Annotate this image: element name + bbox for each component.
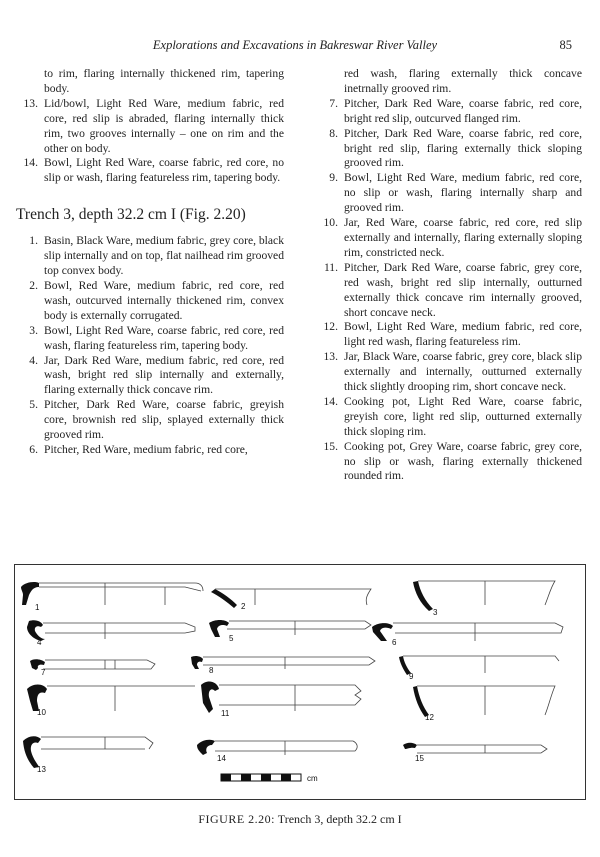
section-heading: Trench 3, depth 32.2 cm I (Fig. 2.20) (16, 206, 246, 224)
item-text: Bowl, Light Red Ware, coarse fabric, red core, red wash, flaring featureless rim, tapering body. (44, 323, 284, 352)
continued-text: to rim, flaring internally thickened rim, tapering body. (44, 67, 284, 95)
caption-text: Trench 3, depth 32.2 cm I (277, 812, 402, 826)
list-item (316, 171, 582, 216)
pottery-figure (14, 564, 586, 800)
list-item (316, 395, 582, 440)
scale-segment (281, 774, 291, 781)
list-item (316, 350, 582, 395)
item-number: 9. (329, 171, 338, 185)
pottery-drawings (15, 565, 585, 799)
item-number: 12. (323, 320, 338, 334)
sherd-8 (191, 656, 203, 669)
scale-segment (241, 774, 251, 781)
item-text: Cooking pot, Light Red Ware, coarse fabric, greyish core, light red slip, outturned externally thick sloping rim. (344, 394, 582, 438)
right-column (316, 67, 582, 484)
figure-label: 11 (221, 709, 230, 718)
running-title: Explorations and Excavations in Bakreswar River Valley (152, 38, 438, 52)
list-item (316, 127, 582, 172)
list-item (16, 234, 284, 279)
item-number: 11. (323, 260, 338, 274)
sherd-6 (372, 623, 393, 641)
scale-unit: cm (307, 774, 318, 783)
continued-text: red wash, flaring externally thick concave inetrnally grooved rim. (344, 67, 582, 95)
vessel-profiles (39, 581, 563, 755)
sherd-1 (21, 582, 39, 605)
figure-label: 10 (37, 708, 46, 717)
sherd-14 (197, 740, 215, 755)
sherd-13 (23, 736, 41, 768)
item-number: 10. (323, 216, 338, 230)
item-number: 13. (23, 96, 38, 110)
figure-label: 5 (229, 634, 234, 643)
figure-label: 9 (409, 672, 414, 681)
item-text: Bowl, Light Red Ware, medium fabric, red core, light red wash, flaring featureless rim. (344, 320, 582, 349)
item-text: Pitcher, Dark Red Ware, coarse fabric, red core, bright red slip, flaring externally thick sloping grooved rim. (344, 126, 582, 170)
list-item (16, 156, 284, 186)
sherd-4 (27, 620, 45, 641)
list-item (316, 261, 582, 321)
list-item (316, 320, 582, 350)
item-number: 5. (29, 398, 38, 412)
item-text: Pitcher, Dark Red Ware, coarse fabric, greyish core, brownish red slip, splayed externally thick grooved rim. (44, 398, 284, 442)
item-text: Pitcher, Red Ware, medium fabric, red core, (44, 442, 248, 456)
list-item (316, 440, 582, 485)
item-number: 15. (323, 439, 338, 453)
sherd-2 (211, 589, 237, 608)
item-number: 14. (23, 156, 38, 170)
sherd-5 (209, 620, 229, 637)
figure-label: 6 (392, 638, 397, 647)
sherd-3 (413, 581, 433, 611)
scale-bar (221, 774, 318, 783)
figure-label: 4 (37, 638, 42, 647)
list-item (16, 398, 284, 443)
left-column (16, 67, 284, 458)
item-number: 3. (29, 323, 38, 337)
sherd-sections (21, 581, 433, 768)
list-item (316, 97, 582, 127)
figure-label: 1 (35, 603, 40, 612)
list-item (16, 354, 284, 399)
item-number: 8. (329, 126, 338, 140)
item-text: Jar, Black Ware, coarse fabric, grey core, black slip externally and internally, outturned externally thick slightly drooping rim, short concave neck. (344, 350, 582, 394)
item-number: 7. (329, 96, 338, 110)
figure-label: 3 (433, 608, 438, 617)
entry-list (16, 234, 284, 458)
figure-label: 14 (217, 754, 226, 763)
item-number: 14. (323, 394, 338, 408)
figure-label: 12 (425, 713, 434, 722)
figure-label: 2 (241, 602, 246, 611)
sherd-11 (201, 682, 219, 713)
page-number: 85 (559, 38, 572, 52)
list-item (316, 216, 582, 261)
figure-label: 13 (37, 765, 46, 774)
list-item (16, 443, 284, 458)
item-text: Bowl, Red Ware, medium fabric, red core, red wash, outcurved internally thickened rim, convex body is externally corrugated. (44, 278, 284, 322)
caption-label: FIGURE 2.20: (198, 812, 275, 826)
item-text: Lid/bowl, Light Red Ware, medium fabric, red core, red slip is abraded, flaring internally thick rim, two grooves internally – one on rim and the other on body. (44, 96, 284, 155)
item-number: 13. (323, 350, 338, 364)
list-item (16, 97, 284, 157)
item-number: 6. (29, 442, 38, 456)
page-header (0, 38, 600, 56)
item-number: 2. (29, 278, 38, 292)
list-item (16, 324, 284, 354)
item-text: Jar, Dark Red Ware, medium fabric, red core, red wash, bright red slip internally and externally, flaring externally thick concave rim. (44, 353, 284, 397)
item-number: 4. (29, 353, 38, 367)
item-number: 1. (29, 234, 38, 248)
item-text: Bowl, Light Red Ware, medium fabric, red core, no slip or wash, flaring internally sharp and grooved rim. (344, 171, 582, 215)
entry-list (316, 97, 582, 485)
item-text: Jar, Red Ware, coarse fabric, red core, red slip externally and internally, flaring externally sloping rim, constricted neck. (344, 216, 582, 259)
scale-segment (261, 774, 271, 781)
item-text: Cooking pot, Grey Ware, coarse fabric, grey core, no slip or wash, flaring externally thickened rounded rim. (344, 439, 582, 483)
item-text: Pitcher, Dark Red Ware, coarse fabric, red core, bright red slip, outcurved flanged rim. (344, 96, 582, 125)
figure-label: 7 (41, 668, 46, 677)
entry-list-top (16, 97, 284, 186)
scale-segment (221, 774, 231, 781)
item-text: Basin, Black Ware, medium fabric, grey core, black slip internally and on top, flat nailhead rim grooved top convex body. (44, 234, 284, 278)
item-text: Pitcher, Dark Red Ware, coarse fabric, grey core, red wash, bright red slip internally, outturned externally thick concave rim internally grooved, short concave neck. (344, 260, 582, 319)
list-item (16, 279, 284, 324)
sherd-15 (403, 743, 417, 749)
figure-label: 8 (209, 666, 214, 675)
figure-caption (0, 812, 600, 827)
item-text: Bowl, Light Red Ware, coarse fabric, red core, no slip or wash, flaring featureless rim, tapering body. (44, 156, 284, 185)
figure-label: 15 (415, 754, 424, 763)
